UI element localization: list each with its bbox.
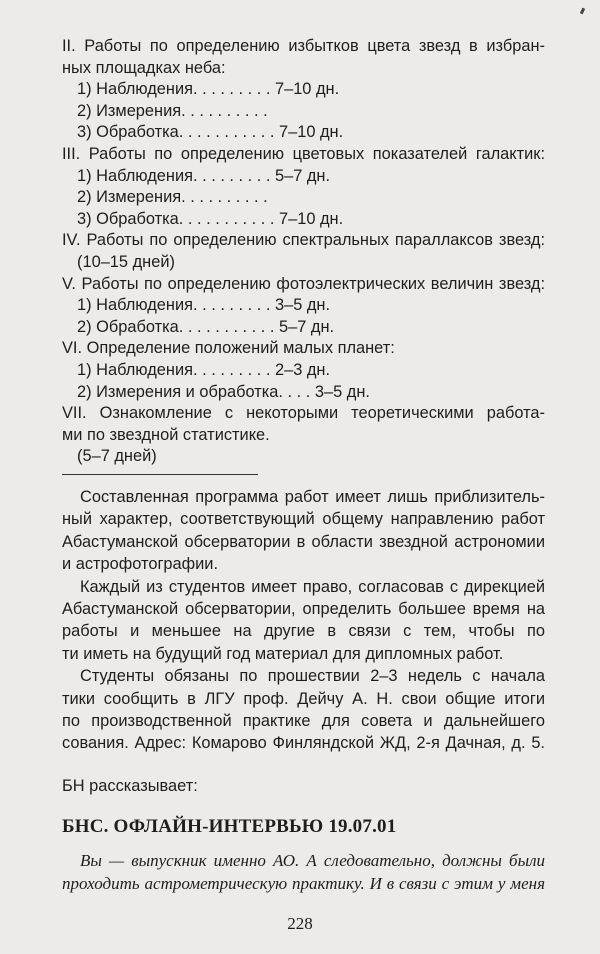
bn-says [62, 776, 545, 798]
text-line: Абастуманской обсерватории, определить большее время на [62, 599, 545, 618]
scan-artifact [580, 8, 585, 15]
text-line: и астрофотографии. [62, 555, 218, 574]
body-text [62, 486, 545, 755]
footnote-divider [62, 474, 258, 475]
text-line: Каждый из студентов имеет право, согласовав с дирекцией [80, 577, 545, 596]
text-line: Абастуманской обсерватории в области звездной астрономии [62, 532, 545, 551]
section-heading: БНС. ОФЛАЙН-ИНТЕРВЬЮ 19.07.01 [62, 816, 397, 837]
text-line: сования. Адрес: Комарово Финляндской ЖД, 2-я Дачная, д. 5. [62, 734, 545, 753]
list-line: VII. Ознакомление с некоторыми теоретическими работа- [62, 404, 545, 423]
text-line: ти иметь на будущий год материал для дипломных работ. [62, 644, 504, 663]
list-line: 1) Наблюдения. . . . . . . . . 5–7 дн. [77, 166, 331, 185]
text-line: работы и меньшее на другие в связи с тем, чтобы по [62, 622, 545, 641]
page-number: 228 [287, 914, 313, 933]
list-line: 2) Измерения. . . . . . . . . . [77, 101, 268, 120]
text-line: ный характер, соответствующий общему направлению работ [62, 510, 545, 529]
text-line: Вы — выпускник именно АО. А следовательно, должны были [80, 851, 545, 870]
bn-says-text: БН рассказывает: [62, 777, 198, 795]
interview-question [62, 849, 545, 895]
list-line: 2) Измерения. . . . . . . . . . [77, 188, 268, 207]
list-line: III. Работы по определению цветовых показателей галактик: [62, 144, 545, 163]
list-line: II. Работы по определению избытков цвета звезд в избран- [62, 37, 545, 55]
list-line: (5–7 дней) [77, 447, 157, 466]
text-line: тики сообщить в ЛГУ проф. Дейчу А. Н. свои общие итоги [62, 689, 545, 708]
list-line: 3) Обработка. . . . . . . . . . . 7–10 дн. [77, 209, 344, 228]
list-line: ми по звездной статистике. [62, 425, 270, 444]
list-line: 3) Обработка. . . . . . . . . . . 7–10 дн. [77, 123, 344, 142]
list-line: 1) Наблюдения. . . . . . . . . 2–3 дн. [77, 360, 331, 379]
text-line: Студенты обязаны по прошествии 2–3 недель с начала [80, 667, 545, 686]
list-line: 2) Обработка. . . . . . . . . . . 5–7 дн. [77, 317, 335, 336]
work-program-list [62, 36, 545, 468]
list-line: 1) Наблюдения. . . . . . . . . 7–10 дн. [77, 80, 340, 99]
list-line: ных площадках неба: [62, 58, 226, 77]
list-line: IV. Работы по определению спектральных параллаксов звезд: [62, 231, 545, 250]
list-line: 1) Наблюдения. . . . . . . . . 3–5 дн. [77, 296, 331, 315]
text-line: Составленная программа работ имеет лишь приблизитель- [80, 488, 545, 506]
text-line: проходить астрометрическую практику. И в связи с этим у меня [62, 874, 545, 893]
list-line: V. Работы по определению фотоэлектрических величин звезд: [62, 274, 545, 293]
text-line: по производственной практике для совета и дальнейшего [62, 711, 545, 730]
list-line: (10–15 дней) [77, 252, 175, 271]
list-line: 2) Измерения и обработка. . . . 3–5 дн. [77, 382, 370, 401]
list-line: VI. Определение положений малых планет: [62, 339, 395, 358]
